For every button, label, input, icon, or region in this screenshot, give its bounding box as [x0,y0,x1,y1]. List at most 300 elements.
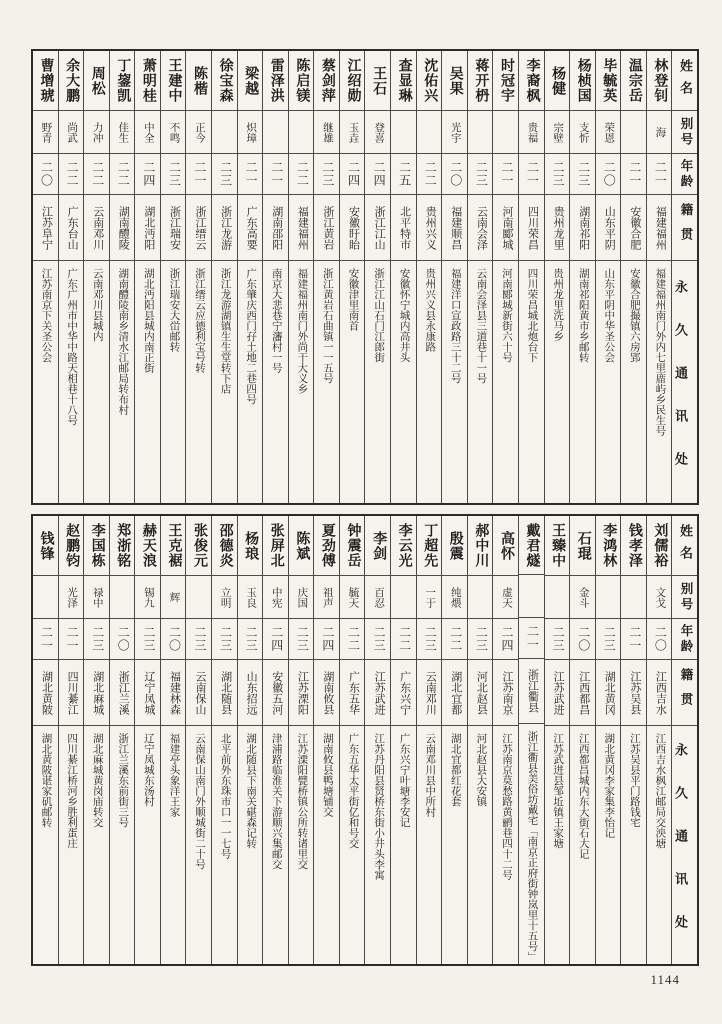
entry-name: 邵德炎 [212,516,237,576]
entry-name: 萧明桂 [135,51,160,111]
entry-column [365,516,391,964]
entry-name: 陈楷 [186,51,211,111]
entry-age: 二一 [493,154,518,195]
entry-name: 王建中 [161,51,186,111]
entry-name: 李云光 [391,516,416,576]
entry-address: 广东兴宁叶塘李安记 [398,733,410,828]
entry-age: 二一 [621,619,646,660]
entry-native: 广东高要 [238,195,263,261]
entry-column [84,51,110,503]
header-column [672,516,697,964]
entry-alias: 光宇 [442,111,467,154]
entry-address: 贵州龙里洗马乡 [552,268,564,342]
entry-column [84,516,110,964]
entry-address: 江苏吴县平门路钱宅 [628,733,640,828]
entry-column [186,516,212,964]
entry-name: 梁越 [238,51,263,111]
entry-address: 江苏南京莫愁路黄鹂巷四十二号 [500,733,512,880]
entry-native: 江苏阜宁 [33,195,58,261]
entry-name: 王臻中 [545,516,570,576]
entry-age: 二〇 [442,154,467,195]
entry-address: 津浦路临淮关下游顺兴集邮交 [270,733,282,870]
entry-native: 江苏武进 [365,660,390,726]
entry-column [59,516,85,964]
entry-address: 云南邓川县城内 [91,268,103,342]
entry-alias: 光泽 [59,576,84,619]
entry-name: 郑浙铭 [110,516,135,576]
entry-alias: 力冲 [84,111,109,154]
entry-column [621,516,647,964]
entry-age: 二二 [59,154,84,195]
entry-alias: 野青 [33,111,58,154]
entry-native: 浙江黄岩 [314,195,339,261]
entry-address: 湖北宜都红花套 [449,733,461,807]
entry-alias [621,111,646,154]
entry-native: 江西吉水 [647,660,672,726]
entry-address: 浙江兰溪东前街三号 [117,733,129,828]
entry-column [570,51,596,503]
entry-alias: 金斗 [570,576,595,619]
entry-name: 赫天浪 [135,516,160,576]
entry-native: 江苏吴县 [621,660,646,726]
entry-age: 二二 [340,619,365,660]
header-native-label: 籍贯 [672,660,697,726]
entry-native: 四川綦江 [59,660,84,726]
entry-age: 二三 [545,154,570,195]
entry-alias [596,576,621,619]
entry-native: 四川荣昌 [519,195,544,261]
entry-native: 广东五华 [340,660,365,726]
entry-alias [110,576,135,619]
entry-address: 江苏南京下关圣公会 [40,268,52,363]
entry-native: 广东兴宁 [391,660,416,726]
entry-column [647,51,673,503]
entry-alias [493,111,518,154]
entry-address: 浙江龙游湖镇生生堂转下店 [219,268,231,394]
entry-address: 福建亭头象洋王家 [168,733,180,817]
entry-alias: 佳生 [110,111,135,154]
entry-native: 安徽盱眙 [340,195,365,261]
entry-address: 北平前外东珠市口一一七号 [219,733,231,859]
entry-age: 二一 [238,154,263,195]
entry-column [493,516,519,964]
entry-age: 二三 [365,619,390,660]
entry-alias: 庆国 [289,576,314,619]
entry-age: 二三 [596,619,621,660]
header-age-label: 年龄 [672,154,697,195]
entry-name: 刘儒裕 [647,516,672,576]
entry-age: 二二 [391,619,416,660]
entry-age: 二〇 [596,154,621,195]
entry-age: 二一 [263,154,288,195]
entry-alias: 毓天 [340,576,365,619]
entry-age: 二二 [289,154,314,195]
entry-alias: 纯煨 [442,576,467,619]
header-age-label: 年龄 [672,619,697,660]
entry-name: 郝中川 [468,516,493,576]
entry-address: 河南郾城新街六十号 [500,268,512,363]
entry-column [340,516,366,964]
entry-name: 陈斌 [289,516,314,576]
entry-native: 湖北黄陂 [33,660,58,726]
entry-name: 殷震 [442,516,467,576]
header-alias-label: 别号 [672,576,697,619]
entry-address: 浙江黄岩石曲镇一一五号 [321,268,333,384]
entry-native: 河北赵县 [468,660,493,726]
entry-column [417,51,443,503]
entry-age: 二四 [314,619,339,660]
entry-address: 辽宁凤城东汤村 [142,733,154,807]
entry-native: 浙江龙游 [212,195,237,261]
entry-alias: 百忍 [365,576,390,619]
entry-age: 二三 [186,619,211,660]
entry-age: 二二 [417,154,442,195]
entry-alias: 炽璋 [238,111,263,154]
entry-age: 二三 [135,619,160,660]
entry-native: 广东台山 [59,195,84,261]
entry-column [570,516,596,964]
entry-age: 二一 [59,619,84,660]
header-native-label: 籍贯 [672,195,697,261]
header-name-label: 姓名 [672,516,697,576]
entry-native: 浙江瑞安 [161,195,186,261]
entry-alias: 支忻 [570,111,595,154]
entry-age: 二三 [212,619,237,660]
entry-address: 广东肇庆西门孖土地二巷四号 [245,268,257,405]
entry-alias: 正今 [186,111,211,154]
entry-age: 二〇 [647,619,672,660]
entry-name: 江绍勋 [340,51,365,111]
entry-native: 安徽合肥 [621,195,646,261]
entry-name: 丁鋆凯 [110,51,135,111]
entry-address: 安徽怀宁城内高井头 [398,268,410,363]
entry-native: 湖北黄冈 [596,660,621,726]
entry-name: 曹增琥 [33,51,58,111]
entry-address: 广东广州市中华中路天相巷十八号 [66,268,78,426]
entry-native: 浙江兰溪 [110,660,135,726]
entry-column [545,516,571,964]
entry-alias [468,576,493,619]
entry-name: 钱孝泽 [621,516,646,576]
directory-table-top [31,49,699,505]
entry-native: 湖北随县 [212,660,237,726]
entry-address: 福建福州南门外内七里庿屿乡民生号 [654,268,666,436]
entry-address: 云南保山南门外顺城街二十号 [194,733,206,870]
entry-address: 福建福州南门外尚干大义乡 [296,268,308,394]
entry-age: 二一 [621,154,646,195]
entry-age: 二〇 [110,619,135,660]
entry-alias [391,111,416,154]
entry-column [161,51,187,503]
entry-alias [33,576,58,619]
page-number: 1144 [650,972,680,987]
entry-age: 二三 [84,619,109,660]
entry-native: 贵州兴义 [417,195,442,261]
entry-age: 二三 [212,154,237,195]
entry-address: 江西吉水枫江邮局交泱塘 [654,733,666,849]
entry-age: 二三 [161,154,186,195]
entry-address: 湖北沔阳县城内南正街 [142,268,154,373]
entry-alias: 玉垚 [340,111,365,154]
entry-native: 湖北宜都 [442,660,467,726]
entry-alias: 一于 [417,576,442,619]
entry-column [468,516,494,964]
entry-name: 杨琅 [238,516,263,576]
entry-alias: 虚天 [493,576,518,619]
entry-name: 陈启镁 [289,51,314,111]
entry-name: 蔡剑萍 [314,51,339,111]
entry-name: 毕毓英 [596,51,621,111]
entry-column [621,51,647,503]
entry-alias: 禄中 [84,576,109,619]
entry-alias: 贵福 [519,111,544,154]
entry-address: 江苏武进县邹坵镇王家塘 [552,733,564,849]
entry-name: 钱锋 [33,516,58,576]
entry-address: 安徽合肥撮镇六房郢 [628,268,640,363]
entry-column [442,516,468,964]
entry-address: 广东五华太平街亿和号交 [347,733,359,849]
entry-address: 湖北黄冈李家集李怡记 [603,733,615,838]
entry-age: 二〇 [161,619,186,660]
entry-name: 王克裾 [161,516,186,576]
entry-name: 吴果 [442,51,467,111]
entry-name: 钟震岳 [340,516,365,576]
entry-alias: 荣恩 [596,111,621,154]
entry-name: 李剑 [365,516,390,576]
entry-column [647,516,673,964]
entry-age: 二一 [519,618,544,659]
entry-column [596,516,622,964]
entry-native: 浙江缙云 [186,195,211,261]
entry-alias [391,576,416,619]
entry-alias: 宗壁 [545,111,570,154]
entry-address: 福建洋口宣政路三十二号 [449,268,461,384]
entry-age: 二一 [647,154,672,195]
entry-address: 浙江瑞安大峃邮转 [168,268,180,352]
entry-alias: 尚武 [59,111,84,154]
entry-alias [621,576,646,619]
entry-age: 二三 [468,154,493,195]
header-column [672,51,697,503]
entry-alias: 中全 [135,111,160,154]
entry-age: 二四 [340,154,365,195]
entry-address: 湖南祁阳黄市乡邮转 [577,268,589,363]
entry-name: 石琨 [570,516,595,576]
entry-column [365,51,391,503]
entry-age: 二三 [468,619,493,660]
entry-native: 湖南攸县 [314,660,339,726]
entry-native: 云南邓川 [84,195,109,261]
entry-native: 湖北麻城 [84,660,109,726]
entry-name: 温宗岳 [621,51,646,111]
entry-address: 湖南醴陵南乡清水江邮局转布村 [117,268,129,415]
entry-column [468,51,494,503]
entry-native: 山东招远 [238,660,263,726]
entry-age: 二三 [545,619,570,660]
entry-age: 二三 [314,154,339,195]
entry-name: 丁超先 [417,516,442,576]
entry-name: 雷泽洪 [263,51,288,111]
entry-name: 杨健 [545,51,570,111]
entry-alias: 海 [647,111,672,154]
entry-alias: 锡九 [135,576,160,619]
entry-age: 二四 [135,154,160,195]
entry-address: 山东平阴中华圣公会 [603,268,615,363]
entry-name: 林登钊 [647,51,672,111]
entry-column [519,51,545,503]
entry-column [289,516,315,964]
entry-alias: 中宪 [263,576,288,619]
entry-address: 河北赵县大安镇 [475,733,487,807]
entry-native: 江苏溧阳 [289,660,314,726]
entry-column [545,51,571,503]
entry-column [33,516,59,964]
entry-address: 湖北随县下南关碪森记转 [245,733,257,849]
entry-age: 二一 [186,154,211,195]
entry-native: 浙江衢县 [519,659,544,724]
entry-alias: 文戈 [647,576,672,619]
header-address-label: 永久通讯处 [673,279,688,495]
entry-alias: 继雄 [314,111,339,154]
header-alias-label: 别号 [672,111,697,154]
entry-name: 戴君燧 [519,516,544,575]
entry-age: 二一 [33,619,58,660]
entry-age: 二二 [84,154,109,195]
entry-name: 沈佑兴 [417,51,442,111]
entry-address: 云南邓川县中所村 [424,733,436,817]
entry-age: 二四 [263,619,288,660]
entry-address: 南京大悲巷宁瀋村一号 [270,268,282,373]
entry-age: 二三 [570,154,595,195]
entry-name: 赵鹏钧 [59,516,84,576]
entry-alias: 辉 [161,576,186,619]
entry-native: 辽宁凤城 [135,660,160,726]
entry-native: 江苏武进 [545,660,570,726]
entry-address: 浙江江山石门江郎街 [373,268,385,363]
header-address-label: 永久通讯处 [673,742,688,958]
entry-native: 云南会泽 [468,195,493,261]
entry-address: 四川荣昌城北炮台下 [526,268,538,363]
entry-column [493,51,519,503]
entry-alias [186,576,211,619]
entry-alias: 祖声 [314,576,339,619]
entry-address: 贵州兴义县永康路 [424,268,436,352]
entry-name: 徐宝森 [212,51,237,111]
entry-native: 湖北沔阳 [135,195,160,261]
entry-name: 王石 [365,51,390,111]
entry-column [238,51,264,503]
entry-name: 张俊元 [186,516,211,576]
entry-native: 福建福州 [289,195,314,261]
entry-alias: 玉良 [238,576,263,619]
entry-address: 四川綦江桥河乡胜利蛋庄 [66,733,78,849]
entry-address: 浙江缙云应德利宝号转 [194,268,206,373]
entry-column [289,51,315,503]
entry-age: 二二 [110,154,135,195]
entry-age: 二一 [519,154,544,195]
entry-column [212,51,238,503]
entry-column [314,516,340,964]
entry-native: 云南保山 [186,660,211,726]
entry-age: 二二 [442,619,467,660]
entry-address: 安徽津里南首 [347,268,359,331]
entry-alias [519,575,544,618]
entry-column [135,516,161,964]
entry-address: 湖北黄陂谌家矶邮转 [40,733,52,828]
entry-native: 福建林森 [161,660,186,726]
entry-column [314,51,340,503]
entry-alias [417,111,442,154]
entry-native: 福建福州 [647,195,672,261]
entry-alias [468,111,493,154]
entry-age: 二三 [289,619,314,660]
entry-column [186,51,212,503]
entry-age: 二四 [493,619,518,660]
entry-native: 湖南祁阳 [570,195,595,261]
entry-name: 李国栋 [84,516,109,576]
entry-name: 蒋开枬 [468,51,493,111]
entry-alias [263,111,288,154]
entry-column [391,516,417,964]
entry-alias [289,111,314,154]
entry-native: 云南邓川 [417,660,442,726]
entry-native: 湖南醴陵 [110,195,135,261]
entry-name: 查显琳 [391,51,416,111]
entry-age: 二四 [365,154,390,195]
entry-native: 安徽五河 [263,660,288,726]
directory-table-bottom [31,514,699,966]
entry-alias: 不鸣 [161,111,186,154]
entry-column [340,51,366,503]
entry-name: 李鸿林 [596,516,621,576]
entry-age: 二〇 [33,154,58,195]
entry-name: 杨桢国 [570,51,595,111]
entry-column [110,516,136,964]
entry-column [442,51,468,503]
entry-name: 张屏北 [263,516,288,576]
entry-name: 高怀 [493,516,518,576]
entry-address: 湖南攸县鸭塘铺交 [321,733,333,817]
entry-address: 江苏溧阳甓桥镇公所转诸里交 [296,733,308,870]
entry-column [596,51,622,503]
entry-native: 江苏南京 [493,660,518,726]
entry-native: 福建顺昌 [442,195,467,261]
entry-address: 江苏丹阳县贤桥东街小井头李寓 [373,733,385,880]
entry-column [59,51,85,503]
entry-column [238,516,264,964]
entry-column [417,516,443,964]
entry-column [263,516,289,964]
header-name-label: 姓名 [672,51,697,111]
entry-column [263,51,289,503]
entry-native: 河南郾城 [493,195,518,261]
entry-name: 周松 [84,51,109,111]
entry-column [110,51,136,503]
entry-column [161,516,187,964]
entry-alias [545,576,570,619]
entry-column [135,51,161,503]
entry-name: 余大鹏 [59,51,84,111]
entry-address: 浙江衢县美俗坊戴宅「南京正府街钟岚里十五号」 [526,731,538,963]
entry-column [33,51,59,503]
entry-native: 贵州龙里 [545,195,570,261]
entry-age: 二五 [391,154,416,195]
entry-address: 江西都昌城内东大街石大记 [577,733,589,859]
entry-alias: 登喜 [365,111,390,154]
entry-native: 山东平阴 [596,195,621,261]
entry-address: 湖北麻城黄岗庙转交 [91,733,103,828]
entry-name: 李裔枫 [519,51,544,111]
